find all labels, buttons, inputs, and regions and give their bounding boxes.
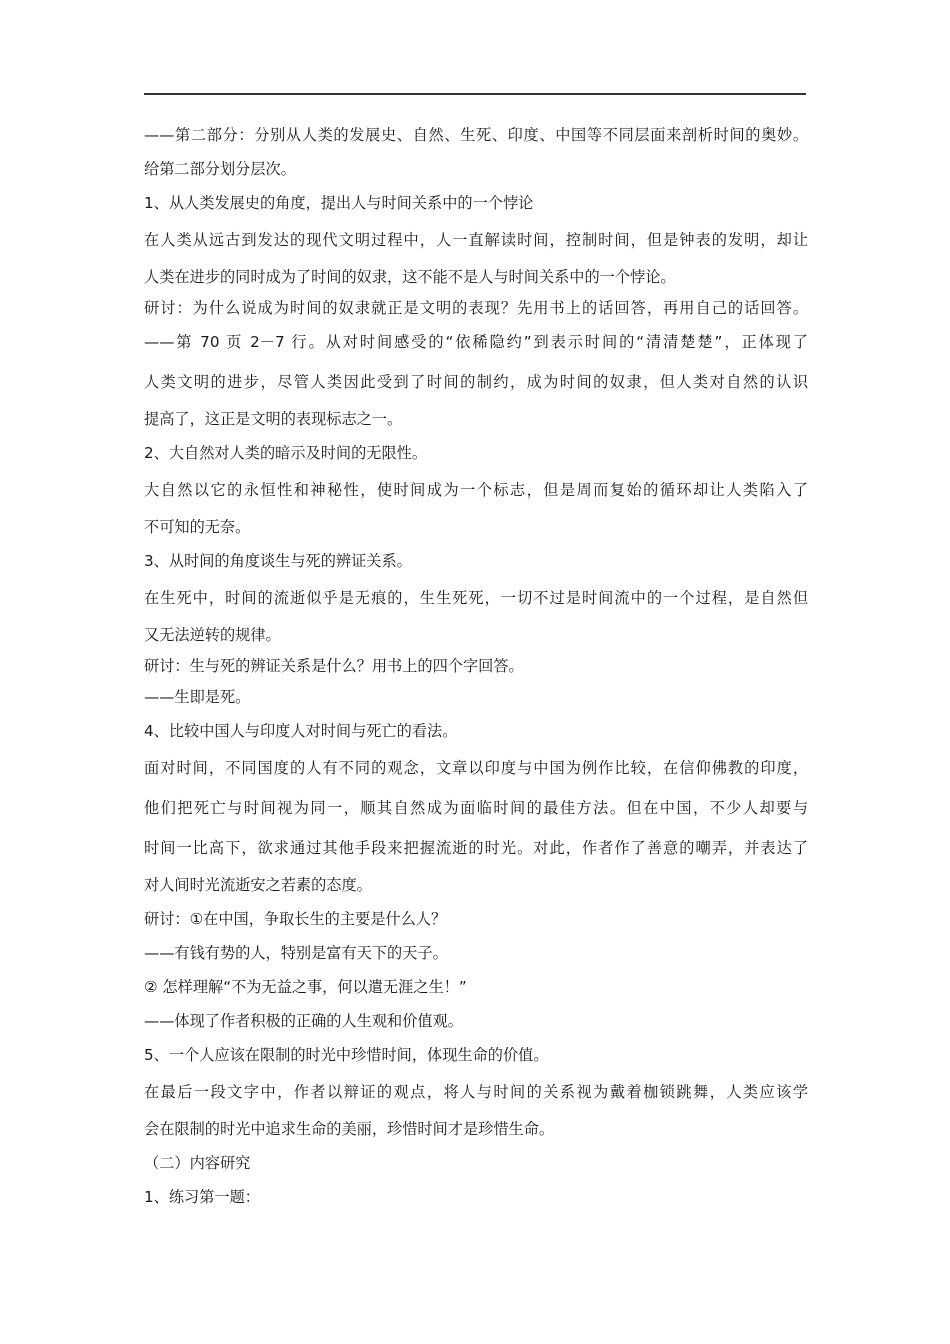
paragraph-line: 大自然以它的永恒性和神秘性，使时间成为一个标志，但是周而复始的循环却让人类陷入了 <box>144 481 808 499</box>
paragraph-line: 研讨：①在中国，争取长生的主要是什么人？ <box>144 910 447 928</box>
paragraph-line: 研讨：生与死的辨证关系是什么？用书上的四个字回答。 <box>144 657 524 675</box>
document-body <box>144 118 808 1214</box>
paragraph-line: 在最后一段文字中，作者以辩证的观点，将人与时间的关系视为戴着枷锁跳舞，人类应该学 <box>144 1083 808 1101</box>
paragraph-line: 在生死中，时间的流逝似乎是无痕的，生生死死，一切不过是时间流中的一个过程，是自然但 <box>144 589 808 607</box>
section-heading: 3、从时间的角度谈生与死的辨证关系。 <box>144 552 412 570</box>
paragraph-line: 又无法逆转的规律。 <box>144 626 281 644</box>
paragraph-line: 人类文明的进步，尽管人类因此受到了时间的制约，成为时间的奴隶，但人类对自然的认识 <box>144 373 808 391</box>
paragraph-line: 时间一比高下，欲求通过其他手段来把握流逝的时光。对此，作者作了善意的嘲弄，并表达了 <box>144 839 808 857</box>
section-heading: 4、比较中国人与印度人对时间与死亡的看法。 <box>144 722 458 740</box>
paragraph-line: ——生即是死。 <box>144 688 251 706</box>
paragraph-line: 人类在进步的同时成为了时间的奴隶，这不能不是人与时间关系中的一个悖论。 <box>144 268 676 286</box>
paragraph-line: 对人间时光流逝安之若素的态度。 <box>144 876 372 894</box>
paragraph-line: ——体现了作者积极的正确的人生观和价值观。 <box>144 1012 463 1030</box>
paragraph-line: 面对时间，不同国度的人有不同的观念，文章以印度与中国为例作比较，在信仰佛教的印度， <box>144 759 808 777</box>
paragraph-line: ——第二部分：分别从人类的发展史、自然、生死、印度、中国等不同层面来剖析时间的奥妙。 <box>144 126 808 144</box>
paragraph-line: 他们把死亡与时间视为同一，顺其自然成为面临时间的最佳方法。但在中国，不少人却要与 <box>144 799 808 817</box>
section-heading: 1、练习第一题： <box>144 1188 260 1206</box>
section-heading: 5、一个人应该在限制的时光中珍惜时间，体现生命的价值。 <box>144 1046 549 1064</box>
header-rule <box>144 93 806 95</box>
paragraph-line: 在人类从远古到发达的现代文明过程中，人一直解读时间，控制时间，但是钟表的发明，却让 <box>144 231 808 249</box>
section-heading: 2、大自然对人类的暗示及时间的无限性。 <box>144 444 428 462</box>
paragraph-line: 给第二部分划分层次。 <box>144 160 296 178</box>
section-heading: 1、从人类发展史的角度，提出人与时间关系中的一个悖论 <box>144 194 534 212</box>
paragraph-line: 研讨：为什么说成为时间的奴隶就正是文明的表现？先用书上的话回答，再用自己的话回答。 <box>144 299 808 317</box>
paragraph-line: ——有钱有势的人，特别是富有天下的天子。 <box>144 944 448 962</box>
paragraph-line: ② 怎样理解“不为无益之事，何以遣无涯之生！” <box>144 978 467 996</box>
paragraph-line: 不可知的无奈。 <box>144 518 251 536</box>
paragraph-line: ——第 70 页 2－7 行。从对时间感受的“依稀隐约”到表示时间的“清清楚楚”，正体现了 <box>144 333 808 351</box>
section-heading: （二）内容研究 <box>144 1154 251 1172</box>
paragraph-line: 会在限制的时光中追求生命的美丽，珍惜时间才是珍惜生命。 <box>144 1120 555 1138</box>
paragraph-line: 提高了，这正是文明的表现标志之一。 <box>144 410 403 428</box>
